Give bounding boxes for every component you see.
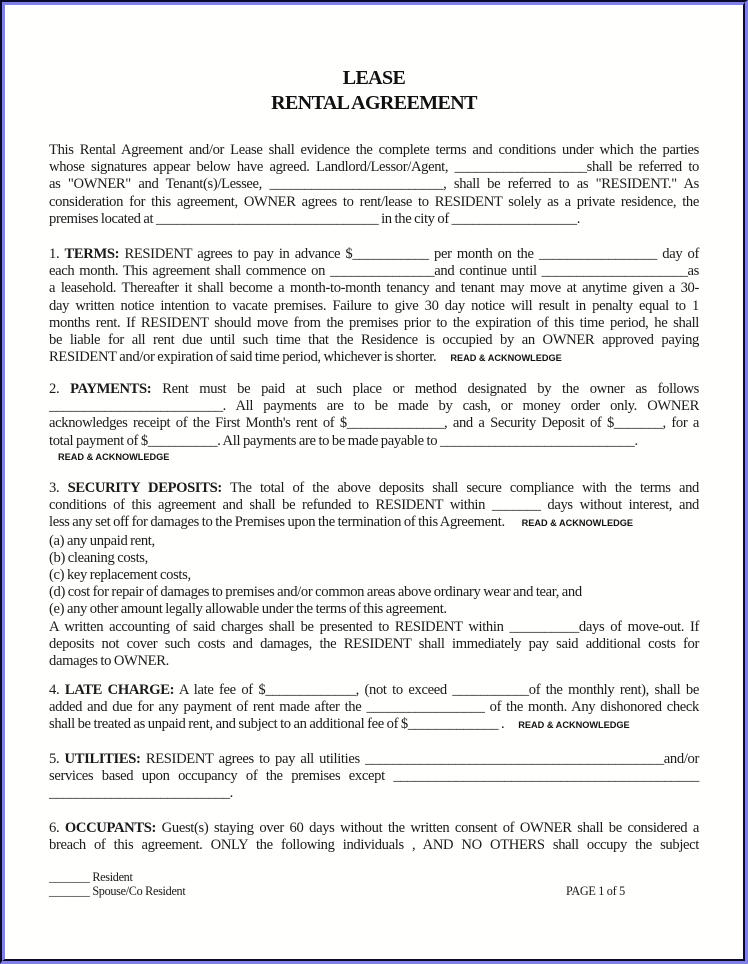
section-text: RESIDENT agrees to pay all utilities ___________________________________________and/or (140, 751, 699, 767)
section-number: 3. (49, 480, 60, 496)
section-text: A late fee of $_____________, (not to exceed ___________of the monthly rent), shall be (174, 682, 699, 698)
section-line: acknowledges receipt of the First Month's rent of $______________, and a Security Deposit of $_______, for a (49, 415, 699, 432)
section-last-line: total payment of $__________. All payments are to be made payable to ____________________________. (49, 432, 638, 449)
deduction-item: (a) any unpaid rent, (49, 532, 155, 549)
section-heading: LATE CHARGE: (64, 682, 175, 698)
read-acknowledge-label: READ & ACKNOWLEDGE (518, 720, 630, 731)
section-utilities (49, 751, 699, 803)
intro-line: whose signatures appear below have agreed. Landlord/Lessor/Agent, ___________________shall be referred to (49, 159, 699, 176)
section-line: _________________________. All payments are to be made by cash, or money order only. OWNER (49, 398, 699, 415)
deduction-item: (d) cost for repair of damages to premises and/or common areas above ordinary wear and tear, and (49, 584, 582, 601)
intro-line: consideration for this agreement, OWNER agrees to rent/lease to RESIDENT solely as a private residence, the (49, 193, 699, 210)
intro-line: premises located at ________________________________ in the city of __________________. (49, 210, 580, 227)
section-last-line: damages to OWNER. (49, 653, 169, 670)
section-last-line (49, 349, 699, 367)
section-text: RESIDENT agrees to pay in advance $___________ per month on the _________________ day of (119, 246, 699, 262)
section-line: added and due for any payment of rent made after the _________________ of the month. Any dishonored check (49, 699, 699, 716)
section-line: each month. This agreement shall commence on _______________and continue until _____________________as (49, 263, 699, 280)
section-number: 4. (49, 682, 60, 698)
section-text: RESIDENT and/or expiration of said time period, whichever is shorter. (49, 349, 437, 366)
section-heading: UTILITIES: (64, 751, 141, 767)
section-text: less any set off for damages to the Premises upon the termination of this Agreement. (49, 514, 505, 531)
page-number: PAGE 1 of 5 (566, 884, 625, 898)
document-title-line1: LEASE (342, 67, 406, 89)
initials-block (49, 870, 185, 898)
intro-paragraph (49, 142, 699, 228)
section-line: months rent. If RESIDENT should move from the premises prior to the expiration of this time period, he shall (49, 314, 699, 331)
intro-line: as "OWNER" and Tenant(s)/Lessee, _________________________, shall be referred to as "RESIDENT." As (49, 176, 699, 193)
section-last-line (49, 716, 699, 734)
deduction-item: (c) key replacement costs, (49, 567, 191, 584)
section-line: day written notice intention to vacate premises. Failure to give 30 day notice will result in penalty equal to 1 (49, 297, 699, 314)
ack-line (49, 450, 699, 463)
section-number: 1. (49, 246, 60, 262)
section-text: The total of the above deposits shall secure compliance with the terms and (221, 480, 699, 496)
section-first-line (49, 381, 699, 398)
section-late-charge (49, 682, 699, 735)
section-text: shall be treated as unpaid rent, and subject to an additional fee of $_____________ . (49, 716, 505, 733)
read-acknowledge-label: READ & ACKNOWLEDGE (58, 451, 170, 462)
section-text: Guest(s) staying over 60 days without the written consent of OWNER shall be considered a (156, 820, 699, 836)
section-heading: SECURITY DEPOSITS: (67, 480, 222, 496)
section-number: 2. (49, 381, 60, 397)
deduction-item: (b) cleaning costs, (49, 549, 148, 566)
section-line: conditions of this agreement and shall be refunded to RESIDENT within _______ days without interest, and (49, 497, 699, 514)
read-acknowledge-label: READ & ACKNOWLEDGE (521, 518, 634, 529)
section-last-line: __________________________. (49, 785, 233, 802)
section-first-line (49, 246, 699, 263)
initial-blank[interactable]: _______ (49, 884, 90, 898)
initial-resident (49, 870, 185, 884)
initial-label: Spouse/Co Resident (92, 884, 186, 898)
section-heading: TERMS: (64, 246, 120, 262)
section-number: 5. (49, 751, 60, 767)
section-heading: PAYMENTS: (70, 381, 152, 397)
section-line: services based upon occupancy of the premises except ____________________________________________ (49, 768, 699, 785)
document-title-line2: RENTAL AGREEMENT (271, 92, 477, 114)
intro-line: This Rental Agreement and/or Lease shall evidence the complete terms and conditions under which the parties (49, 142, 699, 158)
section-payments (49, 381, 699, 463)
section-line: deposits not cover such costs and damages, the RESIDENT shall immediately pay said additional costs for (49, 635, 699, 652)
section-terms (49, 246, 699, 367)
initial-co-resident (49, 884, 185, 898)
section-line: A written accounting of said charges shall be presented to RESIDENT within __________days of move-out. If (49, 618, 699, 635)
section-first-line (49, 820, 699, 837)
section-line: a leasehold. Thereafter it shall become a month-to-month tenancy and tenant may move at anytime given a 30- (49, 280, 699, 297)
section-last-line (49, 514, 699, 532)
section-heading: OCCUPANTS: (64, 820, 157, 836)
read-acknowledge-label: READ & ACKNOWLEDGE (450, 353, 562, 364)
section-first-line (49, 751, 699, 768)
section-line: be liable for all rent due until such time that the Residence is occupied by an OWNER approved paying (49, 332, 699, 349)
section-text: Rent must be paid at such place or method designated by the owner as follows (151, 381, 699, 397)
section-number: 6. (49, 820, 60, 836)
section-first-line (49, 682, 699, 699)
initial-label: Resident (92, 870, 133, 884)
deduction-item: (e) any other amount legally allowable under the terms of this agreement. (49, 601, 447, 618)
section-occupants (49, 820, 699, 854)
initial-blank[interactable]: _______ (49, 870, 90, 884)
section-security-deposits (49, 480, 699, 670)
section-line: breach of this agreement. ONLY the following individuals , AND NO OTHERS shall occupy the subject (49, 837, 699, 854)
section-first-line (49, 480, 699, 497)
